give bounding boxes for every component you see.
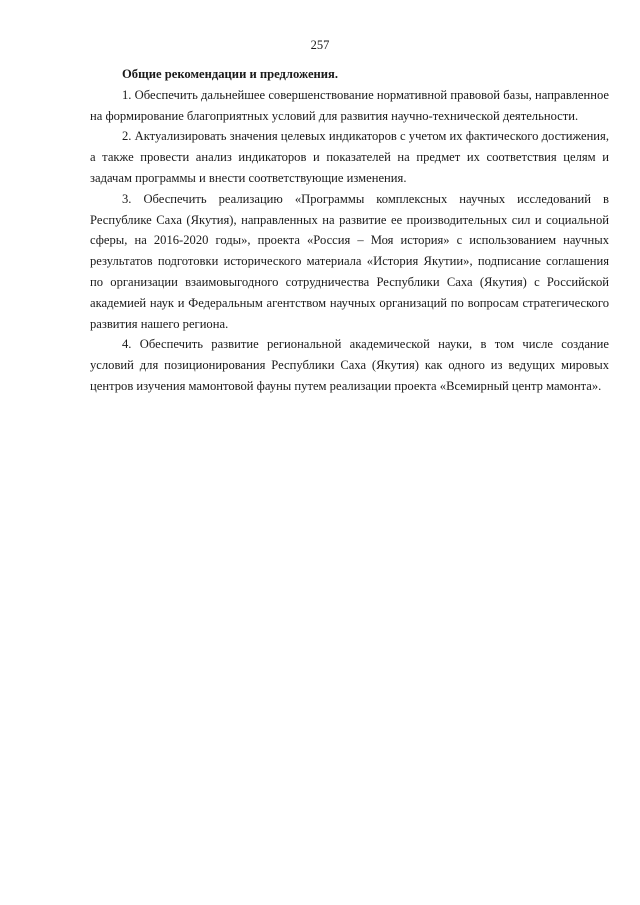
recommendation-paragraph-1: 1. Обеспечить дальнейшее совершенствование нормативной правовой базы, направленное на формирование благоприятных условий для развития научно-технической деятельности. [90, 87, 609, 123]
document-body [90, 64, 609, 397]
recommendation-paragraph-2: 2. Актуализировать значения целевых индикаторов с учетом их фактического достижения, а также провести анализ индикаторов и показателей на предмет их соответствия целям и задачам программы и внести соответствующие изменения. [90, 129, 609, 185]
recommendation-paragraph-4: 4. Обеспечить развитие региональной академической науки, в том числе создание условий для позиционирования Республики Саха (Якутия) как одного из ведущих мировых центров изучения мамонтовой фауны путем реализации проекта «Всемирный центр мамонта». [90, 337, 609, 393]
recommendation-paragraph-3: 3. Обеспечить реализацию «Программы комплексных научных исследований в Республике Саха (Якутия), направленных на развитие ее производительных сил и социальной сферы, на 2016-2020 годы», проекта «Россия – Моя история» с использованием научных результатов подготовки исторического материала «История Якутии», подписание соглашения по организации взаимовыгодного сотрудничества Республики Саха (Якутия) с Российской академией наук и Федеральным агентством научных организаций по вопросам стратегического развития нашего региона. [90, 191, 609, 331]
section-heading: Общие рекомендации и предложения. [122, 67, 339, 81]
page-number: 257 [310, 38, 330, 52]
